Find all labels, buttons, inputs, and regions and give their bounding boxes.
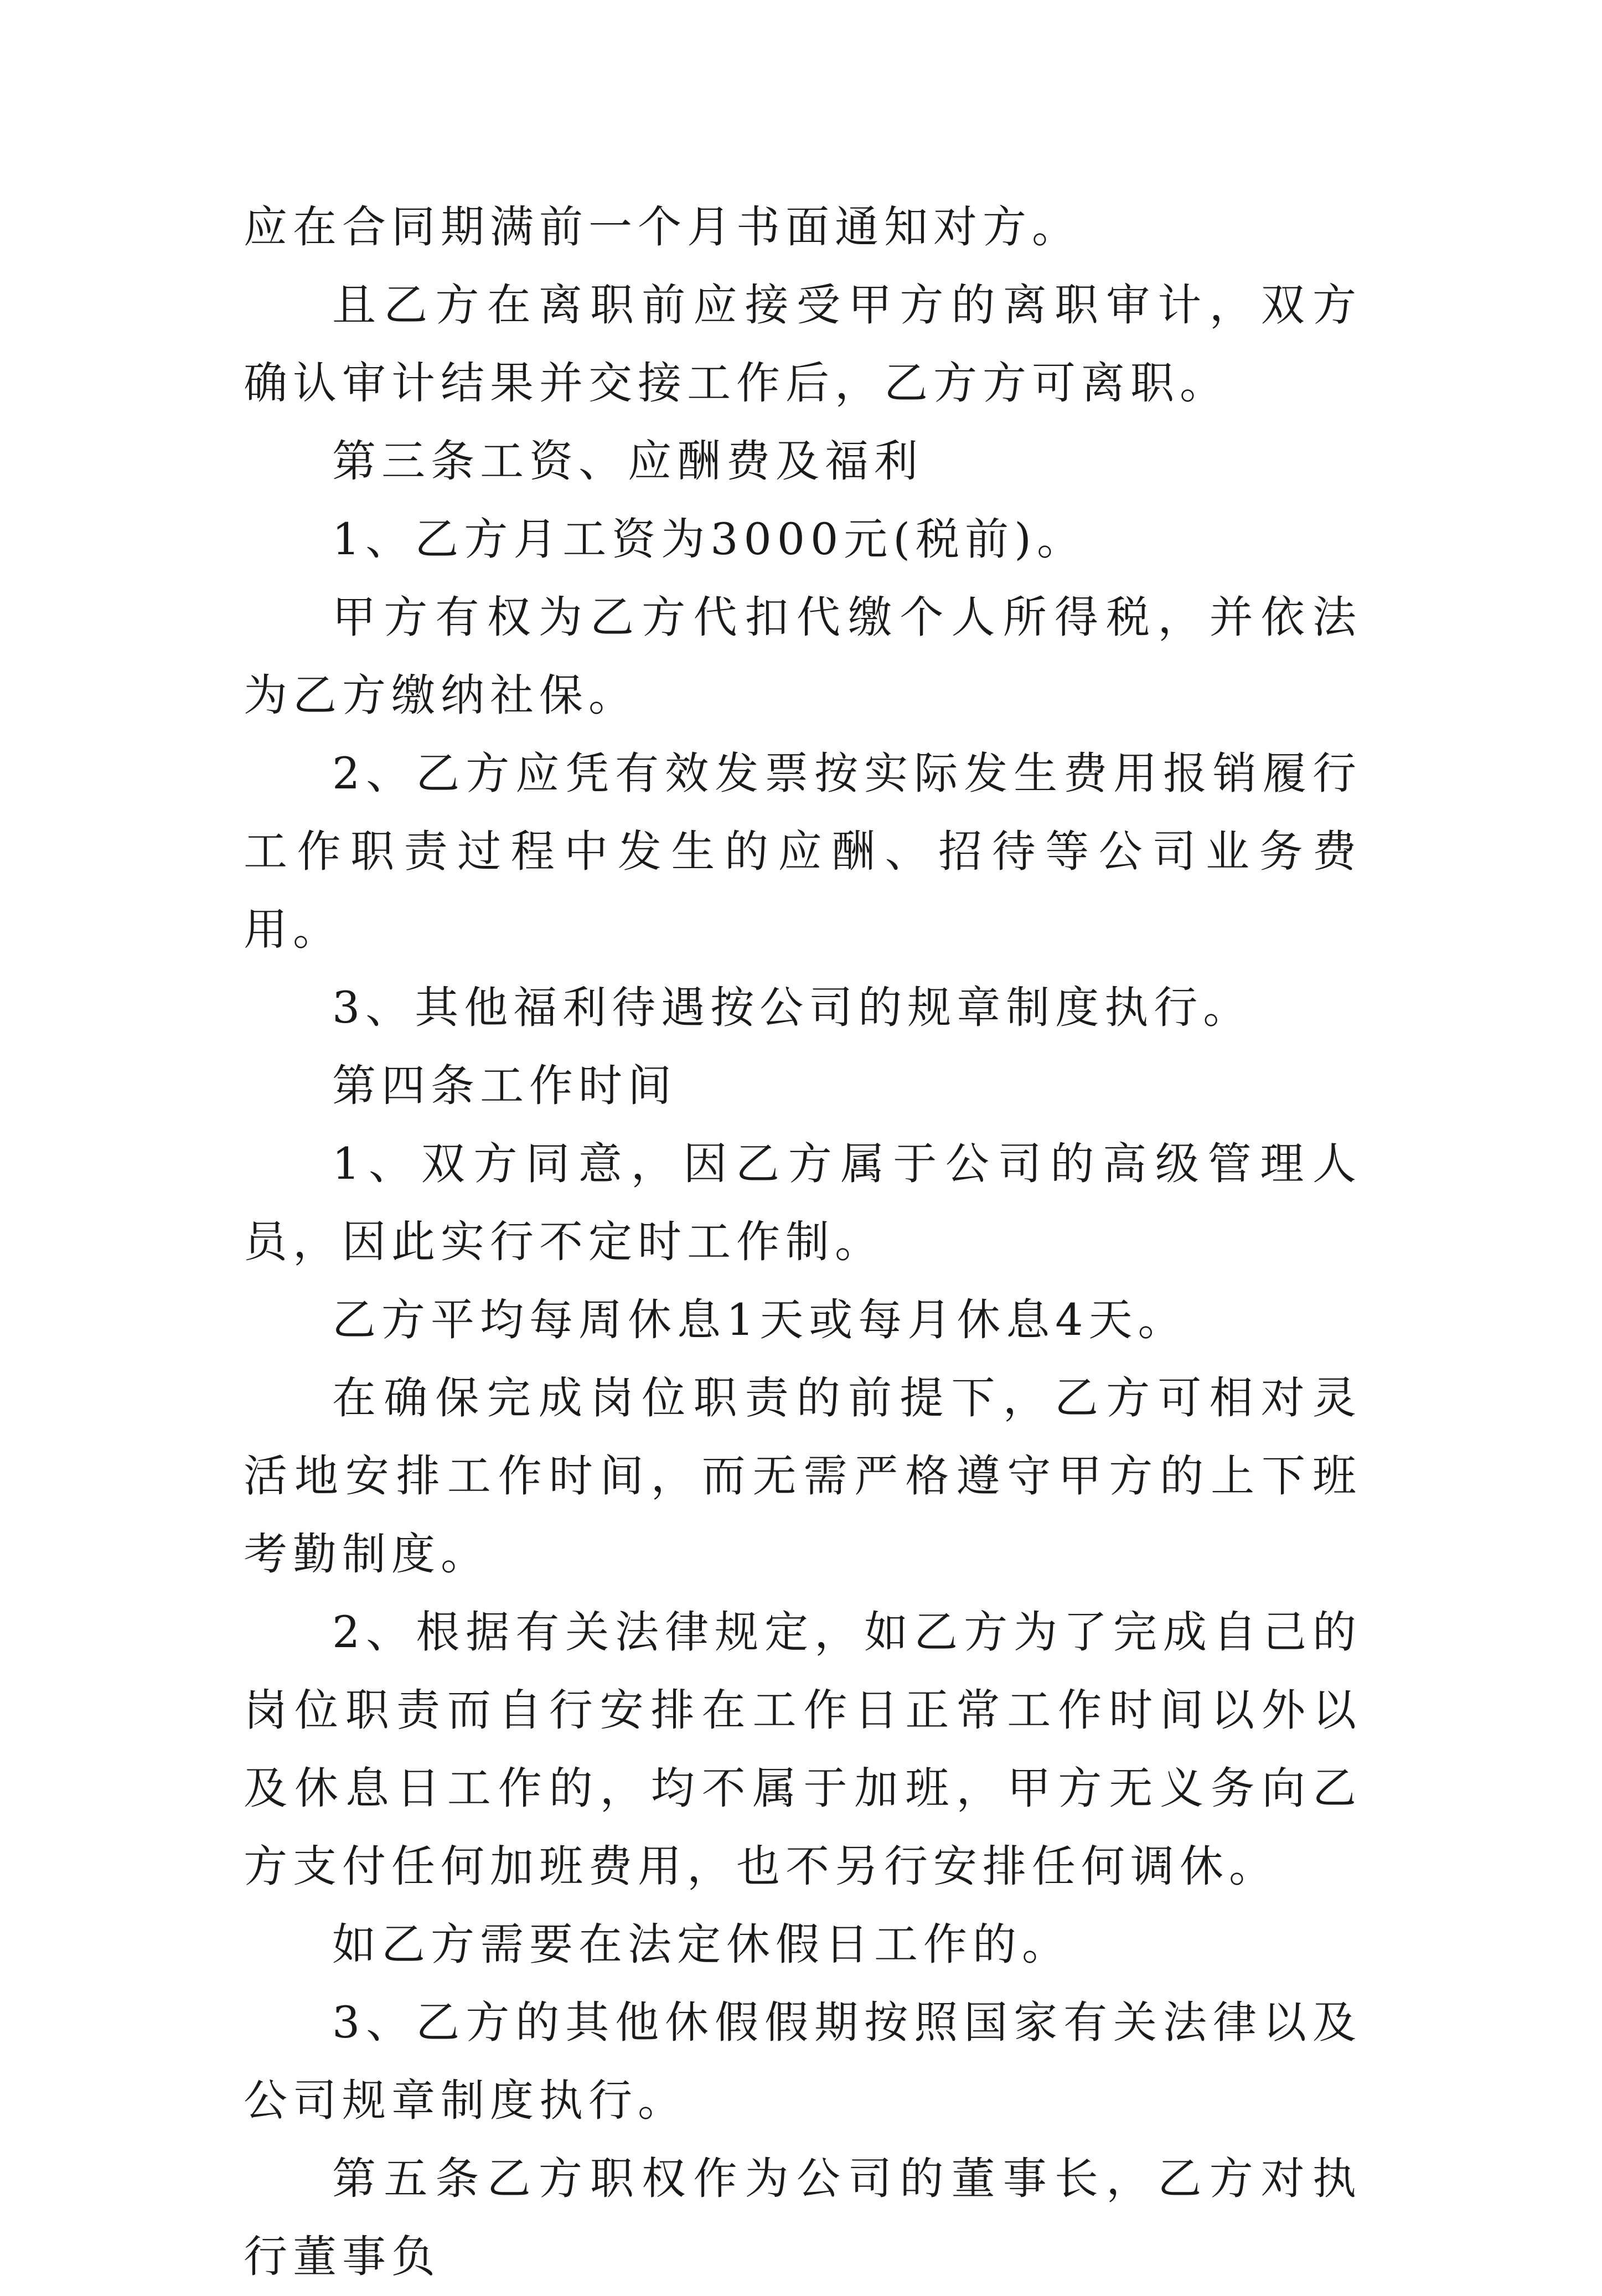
- paragraph-7: 3、其他福利待遇按公司的规章制度执行。: [332, 982, 1253, 1033]
- paragraph-11: 在确保完成岗位职责的前提下，乙方可相对灵活地安排工作时间，而无需严格遵守甲方的上下班考勤制度。: [244, 1373, 1362, 1580]
- paragraph-13: 如乙方需要在法定休假日工作的。: [332, 1919, 1071, 1970]
- paragraph-10: 乙方平均每周休息1天或每月休息4天。: [332, 1294, 1187, 1345]
- section-heading-3: 第三条工资、应酬费及福利: [332, 436, 923, 487]
- section-heading-4: 第四条工作时间: [332, 1060, 677, 1111]
- paragraph-14: 3、乙方的其他休假假期按照国家有关法律以及公司规章制度执行。: [244, 1997, 1362, 2126]
- section-heading-5: 第五条乙方职权作为公司的董事长，乙方对执行董事负: [244, 2153, 1362, 2282]
- paragraph-4: 1、乙方月工资为3000元(税前)。: [332, 514, 1086, 565]
- paragraph-9: 1、双方同意，因乙方属于公司的高级管理人员，因此实行不定时工作制。: [244, 1138, 1362, 1267]
- paragraph-1: 应在合同期满前一个月书面通知对方。: [244, 202, 1081, 252]
- paragraph-2: 且乙方在离职前应接受甲方的离职审计，双方确认审计结果并交接工作后，乙方方可离职。: [244, 280, 1362, 409]
- document-body: [244, 188, 1362, 2296]
- paragraph-6: 2、乙方应凭有效发票按实际发生费用报销履行工作职责过程中发生的应酬、招待等公司业务费用。: [244, 748, 1362, 955]
- paragraph-5: 甲方有权为乙方代扣代缴个人所得税，并依法为乙方缴纳社保。: [244, 592, 1362, 721]
- paragraph-12: 2、根据有关法律规定，如乙方为了完成自己的岗位职责而自行安排在工作日正常工作时间以外以及休息日工作的，均不属于加班，甲方无义务向乙方支付任何加班费用，也不另行安排任何调休。: [244, 1607, 1362, 1892]
